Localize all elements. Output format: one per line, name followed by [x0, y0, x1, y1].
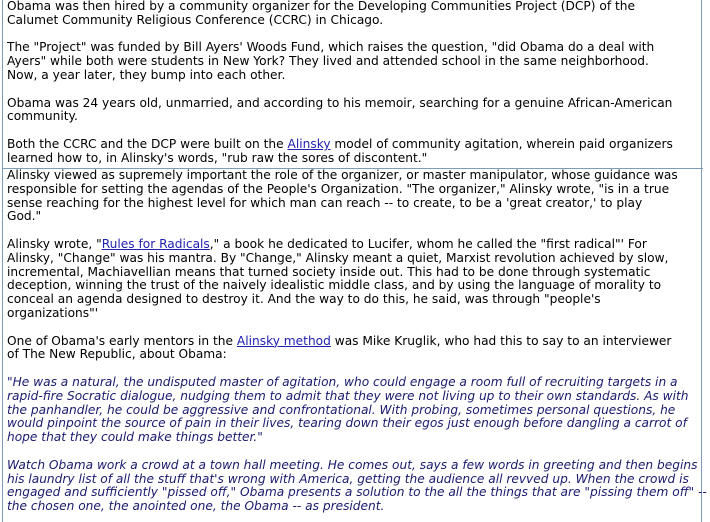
- text-line: Obama was then hired by a community organizer for the Developing Communities Project (DCP) of the: [7, 0, 636, 13]
- text-line: [7, 138, 700, 152]
- text-line: incremental, Machiavellian means that turned society inside out. This had to be done through systematic: [7, 264, 651, 279]
- text-line: [7, 335, 700, 349]
- text-segment: was Mike Kruglik, who had this to say to an interviewer: [330, 333, 672, 348]
- paragraph-organizer-role: [7, 169, 700, 224]
- quote-line: Watch Obama work a crowd at a town hall meeting. He comes out, says a few words in greeting and then begins: [7, 457, 698, 472]
- rules-for-radicals-link[interactable]: Rules for Radicals: [101, 236, 210, 251]
- paragraph-kruglik: [7, 335, 700, 363]
- text-line: sense reaching for the highest level for which man can reach -- to create, to be a 'great creator,' to play: [7, 195, 643, 210]
- text-segment: ," a book he dedicated to Lucifer, whom he called the "first radical"' For: [209, 236, 647, 251]
- text-line: of The New Republic, about Obama:: [7, 347, 227, 362]
- text-line: [7, 238, 700, 252]
- quote-line: rapid-fire Socratic dialogue, nudging them to admit that they were not living up to their own standards. As with: [7, 388, 689, 403]
- paragraph-dcp-hired: [7, 0, 700, 28]
- document-frame: [2, 0, 707, 522]
- paragraph-town-hall: [7, 457, 707, 514]
- text-segment: model of community agitation, wherein paid organizers: [330, 136, 673, 151]
- text-line: deception, winning the trust of the naively idealistic middle class, and by using the language of morality to: [7, 278, 662, 293]
- text-line: organizations"': [7, 305, 99, 320]
- quote-line: the panhandler, he could be aggressive and confrontational. With probing, sometimes personal questions, he: [7, 402, 676, 417]
- quote-line: engaged and sufficiently "pissed off," Obama presents a solution to the all the things that are "pissing them off" --: [7, 485, 707, 500]
- text-line: community.: [7, 109, 78, 124]
- text-line: Calumet Community Religious Conference (CCRC) in Chicago.: [7, 12, 384, 27]
- alinsky-link[interactable]: Alinsky: [287, 136, 331, 151]
- text-block-top: [3, 0, 703, 168]
- quote-line: "He was a natural, the undisputed master of agitation, who could engage a room full of recruiting targets in a: [7, 374, 678, 389]
- text-segment: One of Obama's early mentors in the: [7, 333, 237, 348]
- paragraph-project-funding: [7, 41, 700, 82]
- quote-line: his laundry list of all the stuff that's wrong with America, getting the audience all revved up. When the crowd is: [7, 471, 689, 486]
- quote-line: the chosen one, the anointed one, the Obama -- as president.: [7, 499, 385, 514]
- alinsky-method-link[interactable]: Alinsky method: [236, 333, 331, 348]
- text-line: God.": [7, 209, 42, 224]
- text-line: Ayers" while both were students in New York? They lived and attended school in the same neighborhood.: [7, 54, 649, 69]
- text-block-bottom: [3, 168, 707, 522]
- text-line: Now, a year later, they bump into each other.: [7, 67, 286, 82]
- text-segment: Both the CCRC and the DCP were built on the: [7, 136, 288, 151]
- text-segment: Alinsky wrote, ": [7, 236, 102, 251]
- text-line: conceal an agenda designed to destroy it. And the way to do this, he said, was through "people's: [7, 292, 601, 307]
- text-line: learned how to, in Alinsky's words, "rub raw the sores of discontent.": [7, 150, 428, 165]
- paragraph-alinsky-model: [7, 138, 700, 166]
- quote-line: would pinpoint the source of pain in their lives, tearing down their egos just enough before dangling a carrot of: [7, 416, 687, 431]
- text-line: Alinsky viewed as supremely important the role of the organizer, or master manipulator, whose guidance was: [7, 168, 678, 182]
- paragraph-obama-age: [7, 97, 700, 125]
- text-line: Alinsky, "Change" was his mantra. By "Change," Alinsky meant a quiet, Marxist revolution achieved by slow,: [7, 250, 669, 265]
- text-line: responsible for setting the agendas of the People's Organization. "The organizer," Alinsky wrote, "is in a true: [7, 181, 670, 196]
- paragraph-rules-for-radicals: [7, 238, 700, 321]
- paragraph-kruglik-quote: [7, 376, 700, 445]
- text-line: Obama was 24 years old, unmarried, and according to his memoir, searching for a genuine African-American: [7, 95, 673, 110]
- quote-line: hope that they could make things better.": [7, 430, 263, 445]
- text-line: The "Project" was funded by Bill Ayers' Woods Fund, which raises the question, "did Obama do a deal with: [7, 40, 655, 55]
